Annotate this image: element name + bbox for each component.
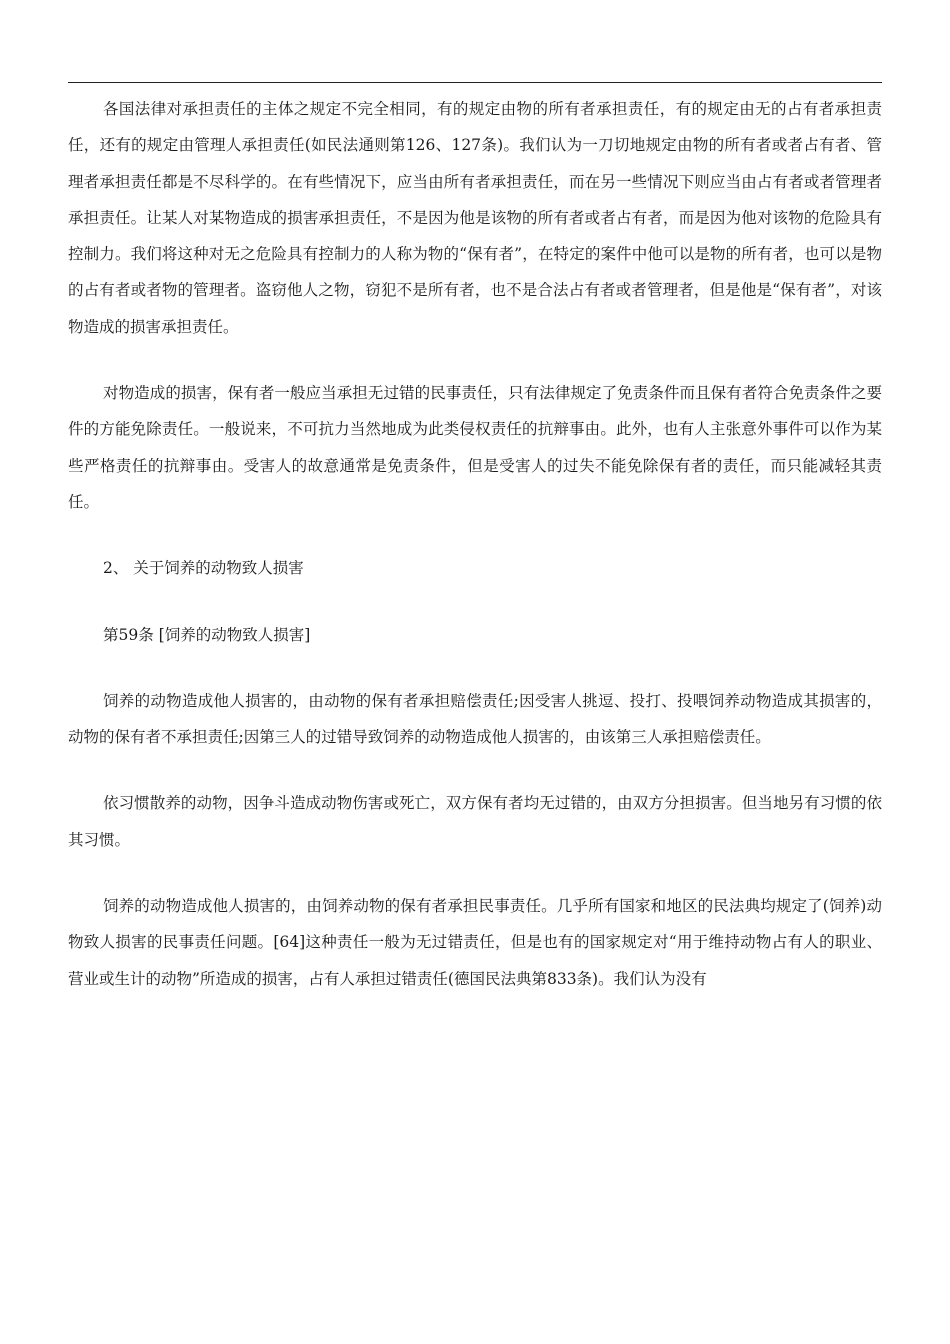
paragraph-gap <box>68 858 882 888</box>
header-divider <box>68 82 882 83</box>
paragraph-gap <box>68 755 882 785</box>
paragraph-gap <box>68 520 882 550</box>
paragraph-gap <box>68 587 882 617</box>
paragraph-liability-subject: 各国法律对承担责任的主体之规定不完全相同，有的规定由物的所有者承担责任，有的规定由无的占有者承担责任，还有的规定由管理人承担责任(如民法通则第126、127条)。我们认为一刀切地规定由物的所有者或者占有者、管理者承担责任都是不尽科学的。在有些情况下，应当由所有者承担责任，而在另一些情况下则应当由占有者或者管理者承担责任。让某人对某物造成的损害承担责任，不是因为他是该物的所有者或者占有者，而是因为他对该物的危险具有控制力。我们将这种对无之危险具有控制力的人称为物的“保有者”，在特定的案件中他可以是物的所有者，也可以是物的占有者或者物的管理者。盗窃他人之物，窃犯不是所有者，也不是合法占有者或者管理者，但是他是“保有者”，对该物造成的损害承担责任。 <box>68 100 882 336</box>
paragraph-commentary: 饲养的动物造成他人损害的，由饲养动物的保有者承担民事责任。几乎所有国家和地区的民法典均规定了(饲养)动物致人损害的民事责任问题。[64]这种责任一般为无过错责任，但是也有的国家规定对“用于维持动物占有人的职业、营业或生计的动物”所造成的损害，占有人承担过错责任(德国民法典第833条)。我们认为没有 <box>68 897 882 988</box>
paragraph-gap <box>68 653 882 683</box>
document-body <box>68 91 882 997</box>
section-heading-animals: 2、 关于饲养的动物致人损害 <box>103 559 304 578</box>
article-59-title: 第59条 [饲养的动物致人损害] <box>103 625 311 644</box>
article-59-clause-2: 依习惯散养的动物，因争斗造成动物伤害或死亡，双方保有者均无过错的，由双方分担损害。但当地另有习惯的依其习惯。 <box>68 794 882 849</box>
paragraph-gap <box>68 345 882 375</box>
article-59-clause-1: 饲养的动物造成他人损害的，由动物的保有者承担赔偿责任;因受害人挑逗、投打、投喂饲养动物造成其损害的，动物的保有者不承担责任;因第三人的过错导致饲养的动物造成他人损害的，由该第三人承担赔偿责任。 <box>68 691 882 747</box>
paragraph-keeper-liability: 对物造成的损害，保有者一般应当承担无过错的民事责任，只有法律规定了免责条件而且保有者符合免责条件之要件的方能免除责任。一般说来，不可抗力当然地成为此类侵权责任的抗辩事由。此外，也有人主张意外事件可以作为某些严格责任的抗辩事由。受害人的故意通常是免责条件，但是受害人的过失不能免除保有者的责任，而只能减轻其责任。 <box>68 384 882 511</box>
